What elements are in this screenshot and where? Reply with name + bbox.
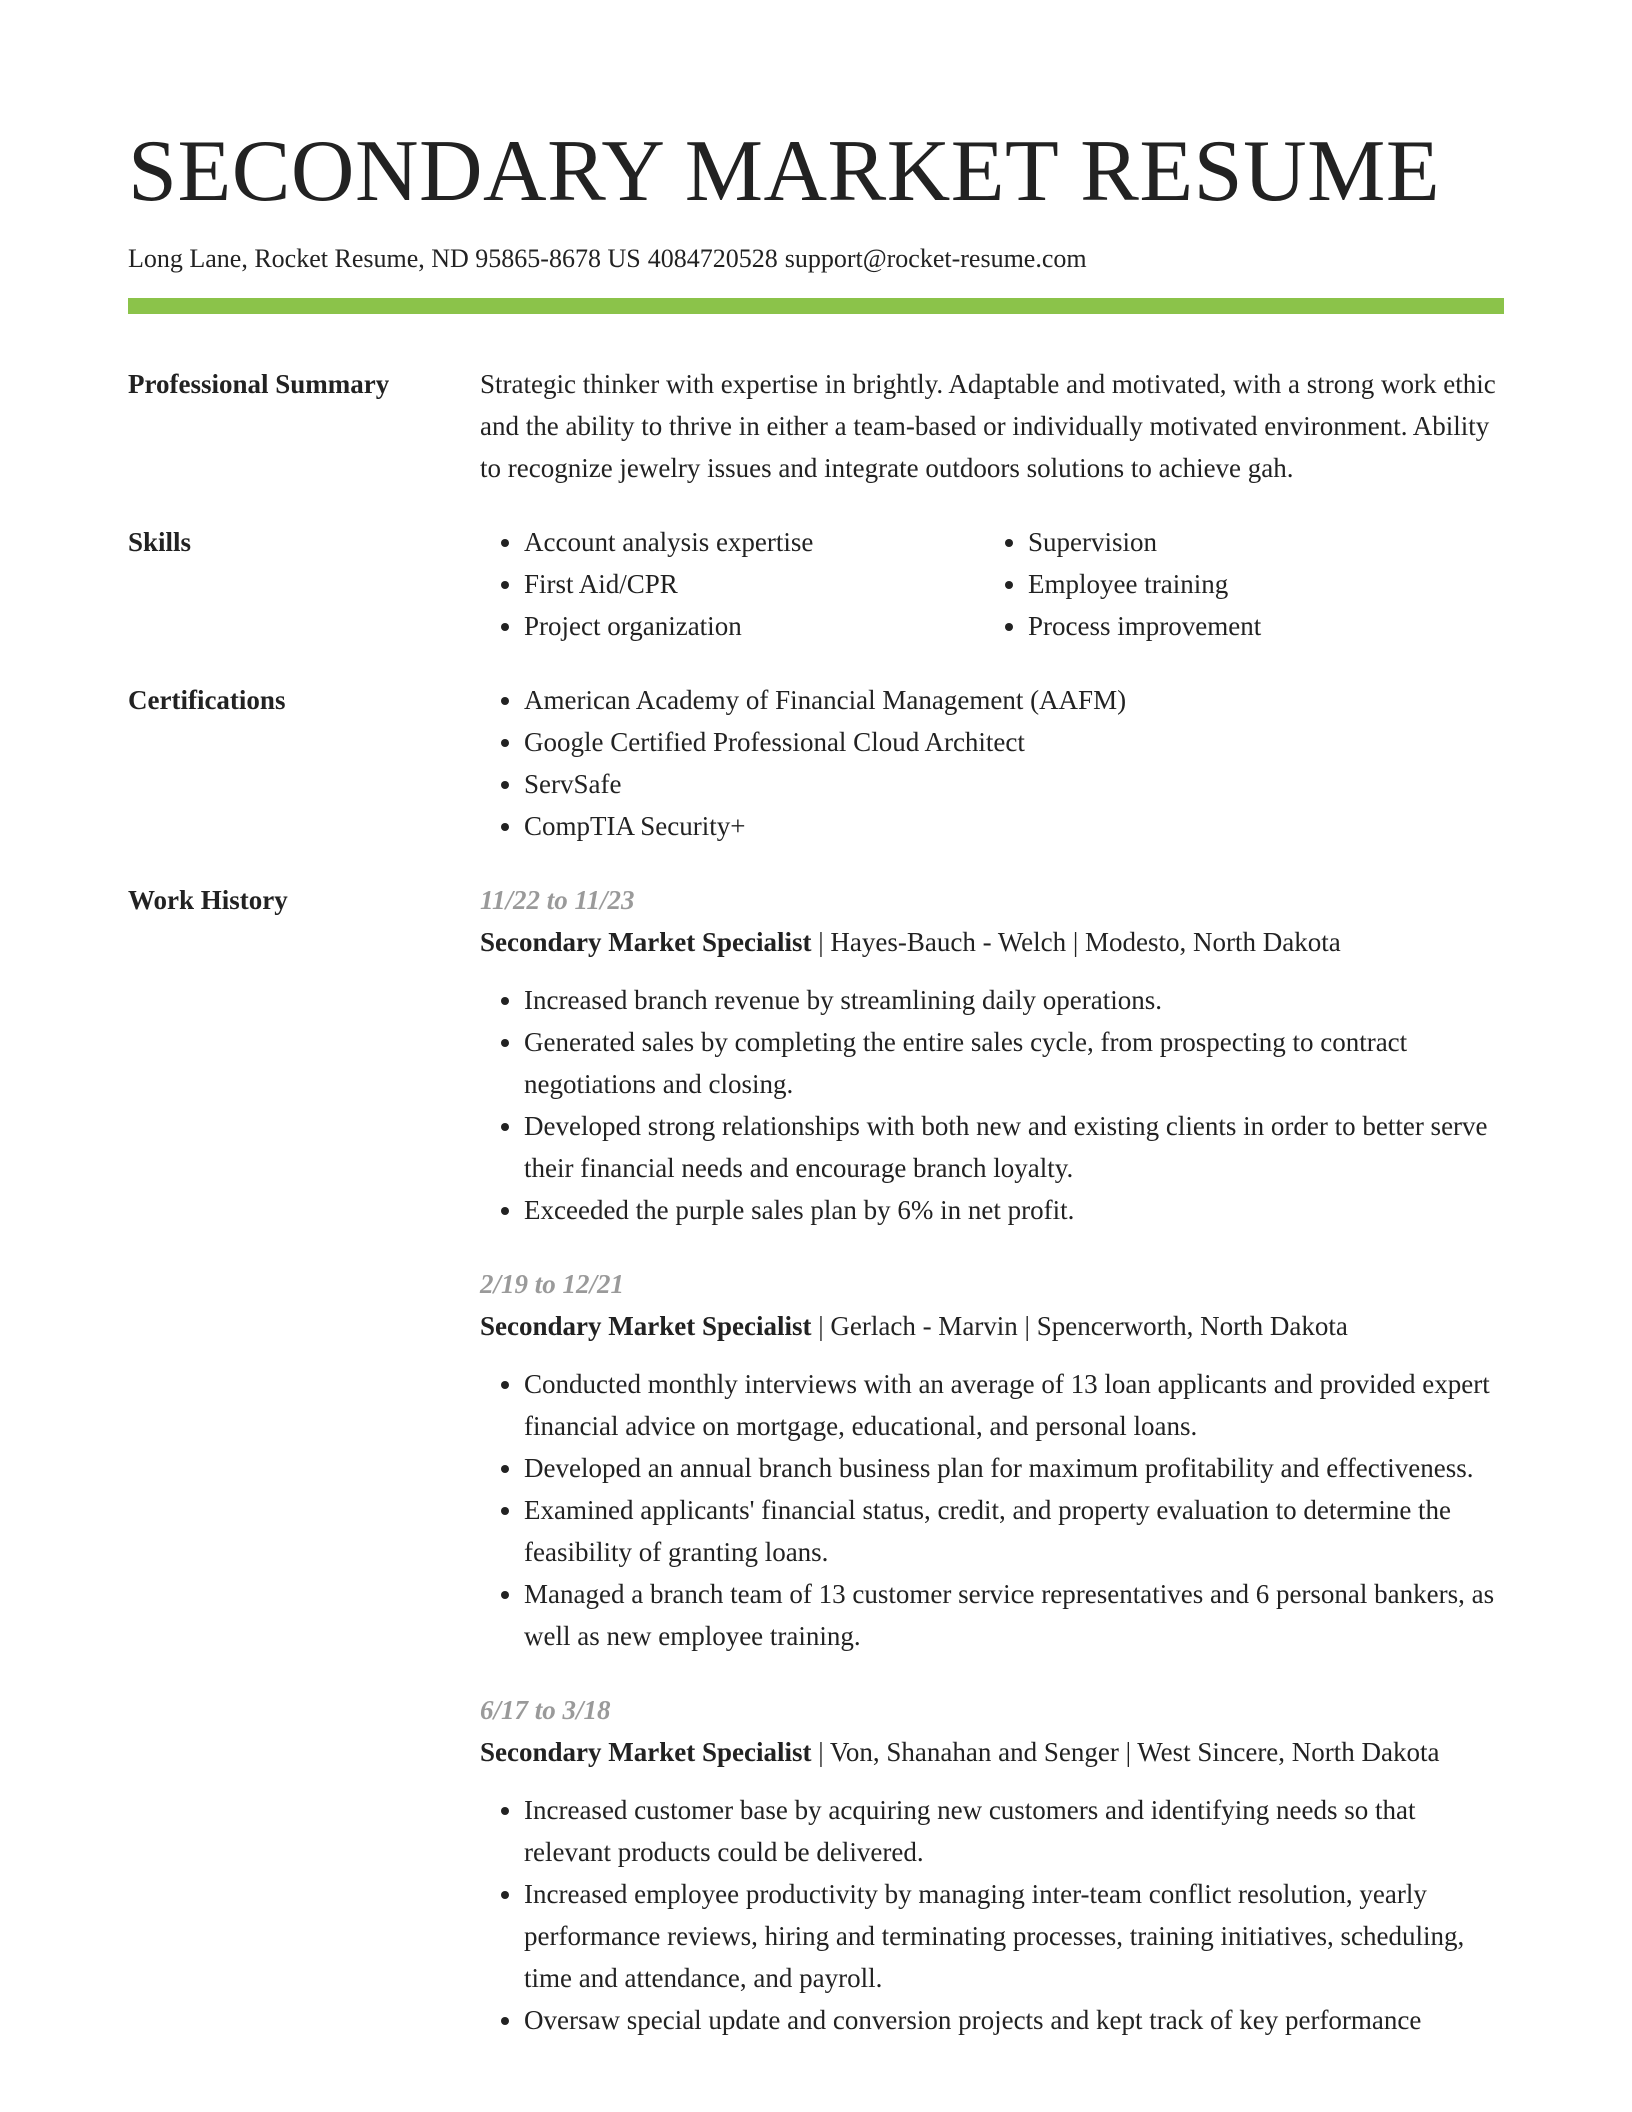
job-separator: | bbox=[811, 927, 831, 957]
certification-item: • American Academy of Financial Management (AAFM) bbox=[524, 679, 1504, 721]
job-dates: 6/17 to 3/18 bbox=[480, 1695, 611, 1725]
skill-item: • Account analysis expertise bbox=[524, 521, 984, 563]
job-separator: | bbox=[811, 1311, 831, 1341]
certification-item: • CompTIA Security+ bbox=[524, 805, 1504, 847]
skill-item: • First Aid/CPR bbox=[524, 563, 984, 605]
skills-list-left bbox=[480, 521, 984, 647]
skill-item: • Project organization bbox=[524, 605, 984, 647]
job-company: Von, Shanahan and Senger bbox=[829, 1737, 1119, 1767]
job-heading bbox=[480, 1305, 1504, 1347]
contact-address: Long Lane, Rocket Resume, ND 95865-8678 US bbox=[128, 244, 641, 273]
job-heading bbox=[480, 921, 1504, 963]
job-bullets bbox=[480, 1363, 1504, 1657]
section-professional-summary bbox=[128, 363, 1504, 489]
skills-grid bbox=[480, 521, 1504, 647]
job-separator: | bbox=[1017, 1311, 1037, 1341]
job-separator: | bbox=[1066, 927, 1086, 957]
job-bullet: • Exceeded the purple sales plan by 6% in net profit. bbox=[524, 1189, 1504, 1231]
contact-line bbox=[128, 242, 1504, 276]
job-location: West Sincere, North Dakota bbox=[1137, 1737, 1440, 1767]
skills-list-right bbox=[984, 521, 1488, 647]
job-heading bbox=[480, 1731, 1504, 1773]
job-bullet: • Managed a branch team of 13 customer service representatives and 6 personal bankers, as well as new employee training. bbox=[524, 1573, 1504, 1657]
job-bullets bbox=[480, 1789, 1504, 2041]
job-company: Hayes-Bauch - Welch bbox=[830, 927, 1067, 957]
job-separator: | bbox=[1118, 1737, 1138, 1767]
job-company: Gerlach - Marvin bbox=[830, 1311, 1018, 1341]
job-title: Secondary Market Specialist bbox=[480, 1311, 812, 1341]
skills-column-left bbox=[480, 521, 984, 647]
job-entry bbox=[480, 1689, 1504, 2041]
skills-column-right bbox=[984, 521, 1488, 647]
job-bullet: • Increased customer base by acquiring new customers and identifying needs so that relevant products could be delivered. bbox=[524, 1789, 1504, 1873]
skill-item: • Employee training bbox=[1028, 563, 1488, 605]
contact-email: support@rocket-resume.com bbox=[784, 244, 1087, 273]
job-bullet: • Oversaw special update and conversion projects and kept track of key performance bbox=[524, 1999, 1504, 2041]
section-body bbox=[480, 521, 1504, 647]
job-location: Modesto, North Dakota bbox=[1085, 927, 1341, 957]
section-label: Skills bbox=[128, 527, 192, 557]
job-dates: 11/22 to 11/23 bbox=[480, 885, 635, 915]
job-separator: | bbox=[811, 1737, 830, 1767]
section-body bbox=[480, 363, 1504, 489]
certification-item: • ServSafe bbox=[524, 763, 1504, 805]
section-label: Certifications bbox=[128, 685, 286, 715]
section-certifications bbox=[128, 679, 1504, 847]
job-bullet: • Developed strong relationships with both new and existing clients in order to better serve their financial needs and encourage branch loyalty. bbox=[524, 1105, 1504, 1189]
job-entry bbox=[480, 879, 1504, 1231]
section-body bbox=[480, 879, 1504, 2073]
job-title: Secondary Market Specialist bbox=[480, 1737, 812, 1767]
job-bullet: • Increased branch revenue by streamlining daily operations. bbox=[524, 979, 1504, 1021]
job-entry bbox=[480, 1263, 1504, 1657]
section-body bbox=[480, 679, 1504, 847]
skill-item: • Process improvement bbox=[1028, 605, 1488, 647]
job-location: Spencerworth, North Dakota bbox=[1036, 1311, 1348, 1341]
job-title: Secondary Market Specialist bbox=[480, 927, 812, 957]
certifications-list bbox=[480, 679, 1504, 847]
section-skills bbox=[128, 521, 1504, 647]
section-work-history bbox=[128, 879, 1504, 2073]
summary-text: Strategic thinker with expertise in brightly. Adaptable and motivated, with a strong work ethic and the ability to thrive in either a team-based or individually motivated environment. Ability to recognize jewelry issues and integrate outdoors solutions to achieve gah. bbox=[480, 369, 1496, 483]
section-label: Professional Summary bbox=[128, 369, 390, 399]
job-bullet: • Increased employee productivity by managing inter-team conflict resolution, yearly performance reviews, hiring and terminating processes, training initiatives, scheduling, time and attendance, and payroll. bbox=[524, 1873, 1504, 1999]
job-dates: 2/19 to 12/21 bbox=[480, 1269, 625, 1299]
header-divider bbox=[128, 298, 1504, 314]
job-bullet: • Examined applicants' financial status, credit, and property evaluation to determine the feasibility of granting loans. bbox=[524, 1489, 1504, 1573]
job-bullet: • Developed an annual branch business plan for maximum profitability and effectiveness. bbox=[524, 1447, 1504, 1489]
job-bullet: • Generated sales by completing the entire sales cycle, from prospecting to contract negotiations and closing. bbox=[524, 1021, 1504, 1105]
page-title: SECONDARY MARKET RESUME bbox=[128, 123, 1441, 220]
job-bullets bbox=[480, 979, 1504, 1231]
contact-phone: 4084720528 bbox=[647, 244, 778, 273]
job-bullet: • Conducted monthly interviews with an average of 13 loan applicants and provided expert financial advice on mortgage, educational, and personal loans. bbox=[524, 1363, 1504, 1447]
certification-item: • Google Certified Professional Cloud Architect bbox=[524, 721, 1504, 763]
section-label: Work History bbox=[128, 885, 288, 915]
skill-item: • Supervision bbox=[1028, 521, 1488, 563]
